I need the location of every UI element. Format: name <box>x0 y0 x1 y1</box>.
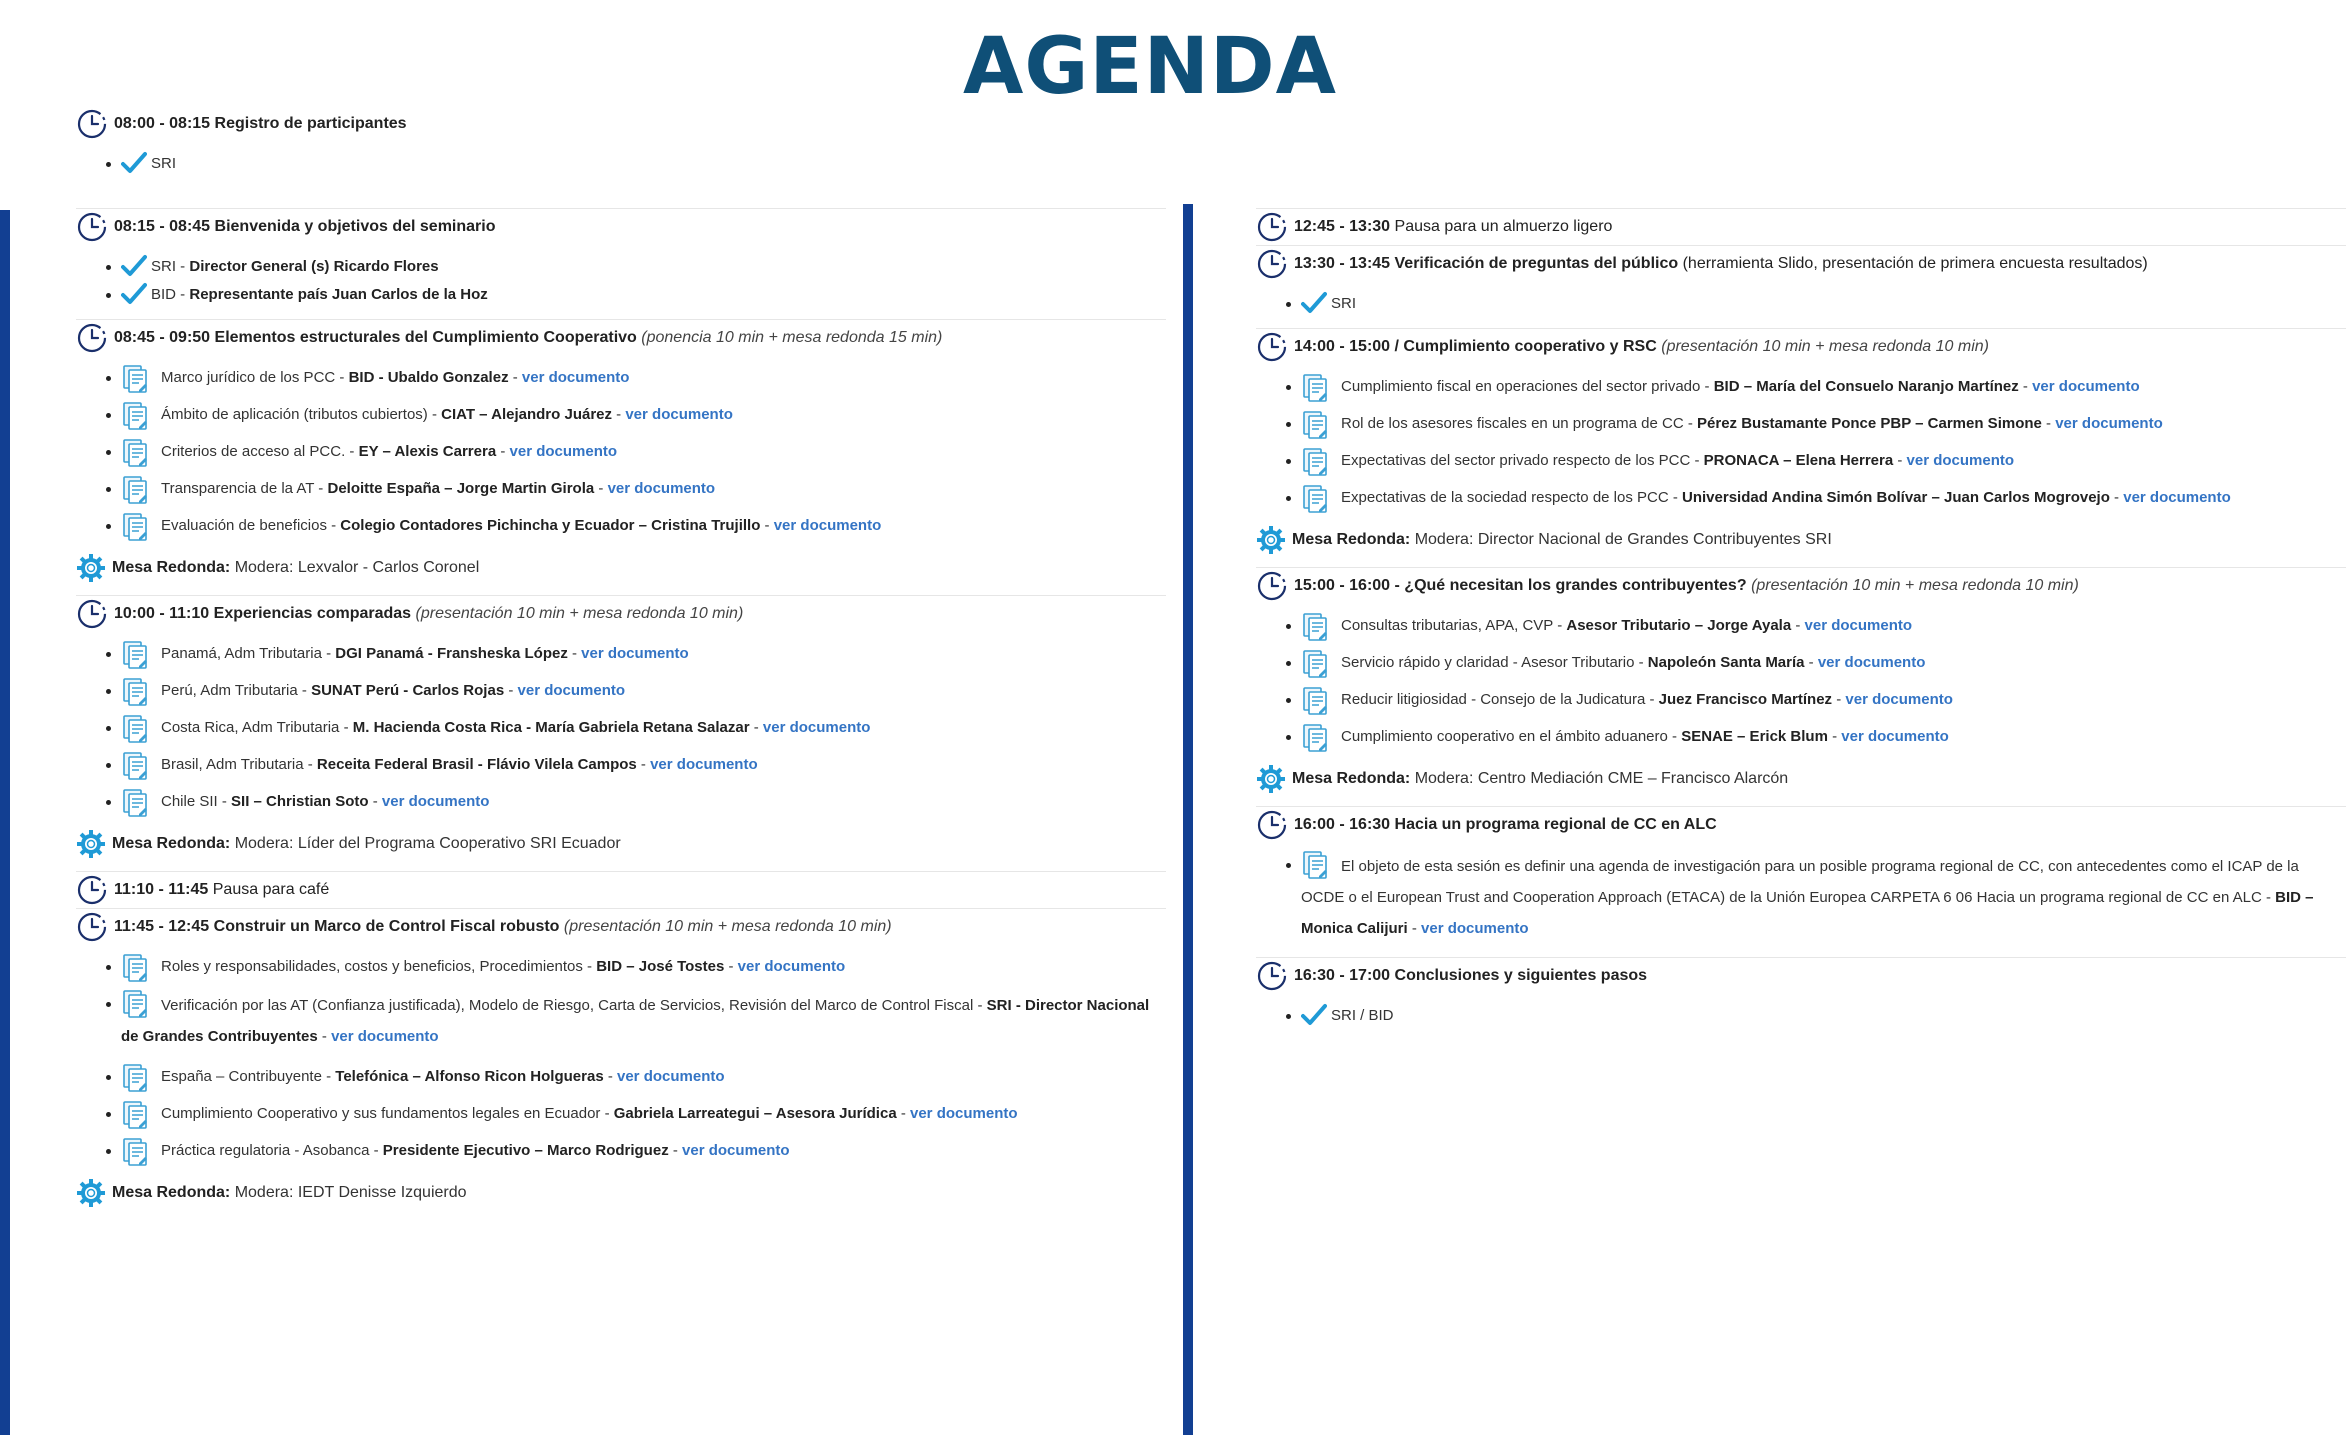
session-header <box>1256 807 2346 843</box>
list-item: España – Contribuyente - Telefónica – Alfonso Ricon Holgueras - ver documento <box>121 1065 1166 1089</box>
clock-icon <box>1256 960 1288 992</box>
presentation-topic: Costa Rica, Adm Tributaria - <box>161 719 353 736</box>
left-column <box>76 208 1166 1220</box>
session-title: Verificación de preguntas del público <box>1394 255 1679 272</box>
session-header <box>1256 958 2346 994</box>
list-item: Panamá, Adm Tributaria - DGI Panamá - Fransheska López - ver documento <box>121 642 1166 666</box>
presenter: DGI Panamá - Fransheska López <box>335 645 568 662</box>
presentation-topic: Transparencia de la AT - <box>161 480 328 497</box>
presenter: BID – Monica Calijuri <box>1301 889 2314 937</box>
presentation-topic: Verificación por las AT (Confianza justificada), Modelo de Riesgo, Carta de Servicios, Revisión del Marco de Control Fiscal - <box>161 997 987 1014</box>
presenter: Juez Francisco Martínez <box>1658 691 1833 708</box>
session-heading <box>1294 254 2148 274</box>
round-table-moderator: Modera: Líder del Programa Cooperativo SRI Ecuador <box>234 835 621 852</box>
presentation-topic: Expectativas del sector privado respecto de los PCC - <box>1341 452 1704 469</box>
document-icon <box>1301 484 1331 522</box>
session-note: (presentación 10 min + mesa redonda 10 min) <box>1661 338 1989 355</box>
session-time: 08:15 - 08:45 <box>114 218 211 235</box>
view-document-link[interactable]: ver documento <box>910 1105 1018 1122</box>
clock-icon <box>1256 211 1288 243</box>
session <box>76 208 1166 307</box>
check-icon <box>1301 1002 1327 1036</box>
session <box>1256 806 2346 944</box>
list-item: Ámbito de aplicación (tributos cubiertos) - CIAT – Alejandro Juárez - ver documento <box>121 403 1166 427</box>
session-heading <box>114 114 407 134</box>
view-document-link[interactable]: ver documento <box>682 1142 790 1159</box>
presentation-topic: Chile SII - <box>161 793 232 810</box>
presentation-topic: Cumplimiento fiscal en operaciones del sector privado - <box>1341 378 1714 395</box>
presentation-topic: Expectativas de la sociedad respecto de los PCC - <box>1341 489 1683 506</box>
list-item: Expectativas de la sociedad respecto de los PCC - Universidad Andina Simón Bolívar – Juan Carlos Mogrovejo - ver documento <box>1301 486 2346 510</box>
session-heading <box>1294 576 2079 596</box>
session-title: Experiencias comparadas <box>213 605 412 622</box>
session-time: 08:45 - 09:50 <box>114 329 211 346</box>
clock-icon <box>76 874 108 906</box>
presentation-topic: Rol de los asesores fiscales en un programa de CC - <box>1341 415 1698 432</box>
view-document-link[interactable]: ver documento <box>1906 452 2015 469</box>
presentation-topic: Ámbito de aplicación (tributos cubiertos) - <box>161 406 442 423</box>
session <box>1256 567 2346 796</box>
presentation-list <box>1256 614 2346 749</box>
gear-icon <box>76 1178 106 1208</box>
clock-icon <box>76 108 108 140</box>
session-header <box>76 320 1166 356</box>
session-time: 08:00 - 08:15 <box>114 115 211 132</box>
presenter: Asesor Tributario – Jorge Ayala <box>1566 617 1792 634</box>
session-time: 11:45 - 12:45 <box>114 918 210 935</box>
presenter: SUNAT Perú - Carlos Rojas <box>311 682 505 699</box>
round-table-label: Mesa Redonda: <box>112 835 231 852</box>
document-icon <box>1301 686 1331 724</box>
gear-icon <box>1256 525 1286 555</box>
presentation-topic: El objeto de esta sesión es definir una agenda de investigación para un posible programa regional de CC, con antecedentes como el ICAP de la OCDE o el European Trust and Cooperation Approach (ETACA) de la Unión Europea CARPETA 6 06 Hacia un programa regional de CC en ALC - <box>1301 858 2299 906</box>
gear-icon <box>76 829 106 859</box>
session-note: (ponencia 10 min + mesa redonda 15 min) <box>641 329 943 346</box>
round-table-text <box>112 835 621 853</box>
page-title: AGENDA <box>962 22 1338 112</box>
document-icon <box>1301 612 1331 650</box>
round-table-moderator: Modera: Director Nacional de Grandes Contribuyentes SRI <box>1414 531 1832 548</box>
session <box>76 908 1166 1210</box>
presentation-topic: Cumplimiento Cooperativo y sus fundamentos legales en Ecuador - <box>161 1105 614 1122</box>
session-time: 14:00 - 15:00 / <box>1294 338 1399 355</box>
list-item: Expectativas del sector privado respecto de los PCC - PRONACA – Elena Herrera - ver documento <box>1301 449 2346 473</box>
list-item: Chile SII - SII – Christian Soto - ver documento <box>121 790 1166 814</box>
participant-list <box>76 152 1166 176</box>
list-item: Verificación por las AT (Confianza justificada), Modelo de Riesgo, Carta de Servicios, Revisión del Marco de Control Fiscal - SRI - Director Nacional de Grandes Contribuyentes - ver documento <box>121 990 1166 1052</box>
round-table-text <box>1292 531 1832 549</box>
session-time: 13:30 - 13:45 <box>1294 255 1391 272</box>
clock-icon <box>1256 248 1288 280</box>
participant-list <box>1256 1004 2346 1028</box>
list-item: Brasil, Adm Tributaria - Receita Federal Brasil - Flávio Vilela Campos - ver documento <box>121 753 1166 777</box>
round-table-moderator: Modera: IEDT Denisse Izquierdo <box>234 1184 467 1201</box>
presentation-topic: España – Contribuyente - <box>161 1068 336 1085</box>
top-session <box>76 106 1166 188</box>
session-header <box>76 596 1166 632</box>
round-table-text <box>1292 770 1788 788</box>
session-heading <box>114 328 942 348</box>
session-note: (presentación 10 min + mesa redonda 10 min) <box>415 605 744 622</box>
presentation-topic: Evaluación de beneficios - <box>161 517 341 534</box>
session-time: 15:00 - 16:00 - <box>1294 577 1400 594</box>
document-icon <box>121 364 151 402</box>
presenter: Deloitte España – Jorge Martin Girola <box>327 480 595 497</box>
round-table-label: Mesa Redonda: <box>1292 770 1411 787</box>
round-table <box>1256 523 2346 557</box>
list-item: Roles y responsabilidades, costos y beneficios, Procedimientos - BID – José Tostes - ver documento <box>121 955 1166 979</box>
list-item: Cumplimiento cooperativo en el ámbito aduanero - SENAE – Erick Blum - ver documento <box>1301 725 2346 749</box>
view-document-link[interactable]: ver documento <box>1817 654 1926 671</box>
session <box>76 319 1166 585</box>
list-item: Práctica regulatoria - Asobanca - Presidente Ejecutivo – Marco Rodriguez - ver documento <box>121 1139 1166 1163</box>
presenter: BID – María del Consuelo Naranjo Martínez <box>1713 378 2019 395</box>
view-document-link[interactable]: ver documento <box>762 719 871 736</box>
presentation-topic: Cumplimiento cooperativo en el ámbito aduanero - <box>1341 728 1682 745</box>
round-table <box>76 551 1166 585</box>
session <box>76 595 1166 861</box>
session-title: Hacia un programa regional de CC en ALC <box>1394 816 1717 833</box>
document-icon <box>1301 850 1331 891</box>
presentation-topic: Panamá, Adm Tributaria - <box>161 645 336 662</box>
session <box>76 106 1166 176</box>
presentation-topic: Marco jurídico de los PCC - <box>161 369 349 386</box>
round-table-label: Mesa Redonda: <box>1292 531 1411 548</box>
session-title: Elementos estructurales del Cumplimiento Cooperativo <box>214 329 637 346</box>
document-icon <box>121 512 151 550</box>
document-icon <box>1301 373 1331 411</box>
document-icon <box>121 714 151 752</box>
presenter: PRONACA – Elena Herrera <box>1703 452 1894 469</box>
document-icon <box>121 788 151 826</box>
presentation-topic: Perú, Adm Tributaria - <box>161 682 312 699</box>
participant-role: Director General (s) Ricardo Flores <box>189 258 439 275</box>
list-item <box>1301 1004 2346 1028</box>
session-header <box>76 106 1166 142</box>
round-table <box>76 827 1166 861</box>
document-icon <box>1301 723 1331 761</box>
view-document-link[interactable]: ver documento <box>509 443 618 460</box>
document-icon <box>121 751 151 789</box>
session-note: (herramienta Slido, presentación de primera encuesta resultados) <box>1682 255 2148 272</box>
clock-icon <box>76 211 108 243</box>
right-column-bar <box>1183 204 1193 1435</box>
view-document-link[interactable]: ver documento <box>2123 489 2231 506</box>
session-header <box>76 209 1166 245</box>
clock-icon <box>76 911 108 943</box>
session-time: 10:00 - 11:10 <box>114 605 210 622</box>
presenter: SRI - Director Nacional de Grandes Contribuyentes <box>121 997 1150 1045</box>
list-item: Reducir litigiosidad - Consejo de la Judicatura - Juez Francisco Martínez - ver documento <box>1301 688 2346 712</box>
presenter: BID – José Tostes <box>596 958 725 975</box>
participant-role: Representante país Juan Carlos de la Hoz <box>189 286 488 303</box>
clock-icon <box>1256 809 1288 841</box>
presenter: Gabriela Larreategui – Asesora Jurídica <box>613 1105 897 1122</box>
participant-org: SRI <box>151 258 177 275</box>
session-header <box>1256 329 2346 365</box>
document-icon <box>121 640 151 678</box>
session-header <box>76 909 1166 945</box>
presentation-topic: Reducir litigiosidad - Consejo de la Judicatura - <box>1341 691 1659 708</box>
round-table-text <box>112 1184 467 1202</box>
view-document-link[interactable]: ver documento <box>607 480 716 497</box>
document-icon <box>121 989 151 1030</box>
session-header <box>76 872 1166 908</box>
list-item: Cumplimiento fiscal en operaciones del sector privado - BID – María del Consuelo Naranjo Martínez - ver documento <box>1301 375 2346 399</box>
view-document-link[interactable]: ver documento <box>331 1028 439 1045</box>
presentation-topic: Consultas tributarias, APA, CVP - <box>1341 617 1567 634</box>
presenter: Napoleón Santa María <box>1647 654 1805 671</box>
view-document-link[interactable]: ver documento <box>2055 415 2163 432</box>
view-document-link[interactable]: ver documento <box>2032 378 2140 395</box>
view-document-link[interactable]: ver documento <box>1421 920 1529 937</box>
view-document-link[interactable]: ver documento <box>581 645 689 662</box>
session-title: Pausa para un almuerzo ligero <box>1394 218 1613 235</box>
presenter: M. Hacienda Costa Rica - María Gabriela Retana Salazar <box>352 719 750 736</box>
presenter: Receita Federal Brasil - Flávio Vilela Campos <box>316 756 637 773</box>
document-icon <box>1301 410 1331 448</box>
view-document-link[interactable]: ver documento <box>381 793 490 810</box>
view-document-link[interactable]: ver documento <box>1804 617 1913 634</box>
presenter: Pérez Bustamante Ponce PBP – Carmen Simone <box>1697 415 2042 432</box>
presenter: Telefónica – Alfonso Ricon Holgueras <box>335 1068 604 1085</box>
session-title: Cumplimiento cooperativo y RSC <box>1403 338 1657 355</box>
right-column <box>1256 208 2346 1040</box>
list-item: Costa Rica, Adm Tributaria - M. Hacienda Costa Rica - María Gabriela Retana Salazar - ver documento <box>121 716 1166 740</box>
presenter: Presidente Ejecutivo – Marco Rodriguez <box>382 1142 669 1159</box>
list-item: SRI - Director General (s) Ricardo Flores <box>121 255 1166 279</box>
left-column-bar <box>0 210 10 1435</box>
session <box>76 871 1166 908</box>
participant-org: BID <box>151 286 177 303</box>
view-document-link[interactable]: ver documento <box>625 406 733 423</box>
round-table-label: Mesa Redonda: <box>112 559 231 576</box>
session-title: ¿Qué necesitan los grandes contribuyentes? <box>1404 577 1747 594</box>
check-icon <box>1301 290 1327 324</box>
presenter: SII – Christian Soto <box>231 793 369 810</box>
session <box>1256 328 2346 557</box>
session-title: Construir un Marco de Control Fiscal robusto <box>213 918 560 935</box>
list-item: Perú, Adm Tributaria - SUNAT Perú - Carlos Rojas - ver documento <box>121 679 1166 703</box>
presentation-topic: Roles y responsabilidades, costos y beneficios, Procedimientos - <box>161 958 597 975</box>
view-document-link[interactable]: ver documento <box>617 1068 725 1085</box>
view-document-link[interactable]: ver documento <box>517 682 626 699</box>
document-icon <box>121 401 151 439</box>
session <box>1256 208 2346 245</box>
participant-org: SRI <box>151 155 177 172</box>
session-title: Conclusiones y siguientes pasos <box>1394 967 1648 984</box>
list-item: Rol de los asesores fiscales en un programa de CC - Pérez Bustamante Ponce PBP – Carmen Simone - ver documento <box>1301 412 2346 436</box>
check-icon <box>121 150 147 184</box>
session-title: Registro de participantes <box>214 115 407 132</box>
presenter: EY – Alexis Carrera <box>358 443 497 460</box>
gear-icon <box>76 553 106 583</box>
document-icon <box>1301 649 1331 687</box>
document-icon <box>121 953 151 991</box>
document-icon <box>121 1100 151 1138</box>
presentation-list <box>1256 851 2346 944</box>
list-item <box>121 152 1166 176</box>
participant-list <box>76 255 1166 307</box>
presentation-topic: Brasil, Adm Tributaria - <box>161 756 317 773</box>
view-document-link[interactable]: ver documento <box>521 369 630 386</box>
view-document-link[interactable]: ver documento <box>650 756 758 773</box>
session-heading <box>1294 815 1717 835</box>
view-document-link[interactable]: ver documento <box>1845 691 1953 708</box>
presentation-list <box>1256 375 2346 510</box>
presentation-topic: Práctica regulatoria - Asobanca - <box>161 1142 383 1159</box>
session-header <box>1256 209 2346 245</box>
document-icon <box>121 1137 151 1175</box>
clock-icon <box>76 322 108 354</box>
list-item <box>1301 292 2346 316</box>
presenter: Colegio Contadores Pichincha y Ecuador – Cristina Trujillo <box>340 517 761 534</box>
presenter: SENAE – Erick Blum <box>1681 728 1828 745</box>
session-heading <box>114 604 743 624</box>
session-header <box>1256 246 2346 282</box>
gear-icon <box>1256 764 1286 794</box>
view-document-link[interactable]: ver documento <box>773 517 882 534</box>
list-item: El objeto de esta sesión es definir una agenda de investigación para un posible programa regional de CC, con antecedentes como el ICAP de la OCDE o el European Trust and Cooperation Approach (ETACA) de la Unión Europea CARPETA 6 06 Hacia un programa regional de CC en ALC - BID – Monica Calijuri - ver documento <box>1301 851 2346 944</box>
round-table <box>1256 762 2346 796</box>
session-heading <box>1294 966 1647 986</box>
session-time: 12:45 - 13:30 <box>1294 218 1391 235</box>
presentation-topic: Servicio rápido y claridad - Asesor Tributario - <box>1341 654 1648 671</box>
list-item: Cumplimiento Cooperativo y sus fundamentos legales en Ecuador - Gabriela Larreategui – Asesora Jurídica - ver documento <box>121 1102 1166 1126</box>
list-item: Servicio rápido y claridad - Asesor Tributario - Napoleón Santa María - ver documento <box>1301 651 2346 675</box>
clock-icon <box>1256 570 1288 602</box>
session-time: 16:00 - 16:30 <box>1294 816 1391 833</box>
list-item: Evaluación de beneficios - Colegio Contadores Pichincha y Ecuador – Cristina Trujillo - ver documento <box>121 514 1166 538</box>
session-note: (presentación 10 min + mesa redonda 10 min) <box>563 918 892 935</box>
document-icon <box>121 438 151 476</box>
clock-icon <box>1256 331 1288 363</box>
session-title: Pausa para café <box>212 881 330 898</box>
view-document-link[interactable]: ver documento <box>737 958 846 975</box>
round-table-text <box>112 559 479 577</box>
document-icon <box>121 475 151 513</box>
presentation-list <box>76 642 1166 814</box>
presentation-topic: Criterios de acceso al PCC. - <box>161 443 359 460</box>
document-icon <box>1301 447 1331 485</box>
session-time: 11:10 - 11:45 <box>114 881 209 898</box>
view-document-link[interactable]: ver documento <box>1841 728 1949 745</box>
participant-org: SRI <box>1331 295 1357 312</box>
check-icon <box>121 281 147 315</box>
presentation-list <box>76 955 1166 1163</box>
session-time: 16:30 - 17:00 <box>1294 967 1391 984</box>
session-heading <box>1294 217 1612 237</box>
session-heading <box>114 917 892 937</box>
session-header <box>1256 568 2346 604</box>
session-heading <box>114 217 496 237</box>
session <box>1256 245 2346 316</box>
presentation-list <box>76 366 1166 538</box>
list-item: Criterios de acceso al PCC. - EY – Alexis Carrera - ver documento <box>121 440 1166 464</box>
session-title: Bienvenida y objetivos del seminario <box>214 218 496 235</box>
session-heading <box>1294 337 1989 357</box>
list-item: Marco jurídico de los PCC - BID - Ubaldo Gonzalez - ver documento <box>121 366 1166 390</box>
presenter: Universidad Andina Simón Bolívar – Juan Carlos Mogrovejo <box>1682 489 2110 506</box>
session <box>1256 957 2346 1028</box>
presenter: CIAT – Alejandro Juárez <box>441 406 612 423</box>
list-item: Transparencia de la AT - Deloitte España – Jorge Martin Girola - ver documento <box>121 477 1166 501</box>
round-table-moderator: Modera: Lexvalor - Carlos Coronel <box>234 559 480 576</box>
document-icon <box>121 1063 151 1101</box>
round-table <box>76 1176 1166 1210</box>
clock-icon <box>76 598 108 630</box>
list-item: Consultas tributarias, APA, CVP - Asesor Tributario – Jorge Ayala - ver documento <box>1301 614 2346 638</box>
participant-org: SRI / BID <box>1331 1007 1394 1024</box>
round-table-label: Mesa Redonda: <box>112 1184 231 1201</box>
list-item: BID - Representante país Juan Carlos de la Hoz <box>121 283 1166 307</box>
participant-list <box>1256 292 2346 316</box>
document-icon <box>121 677 151 715</box>
session-heading <box>114 880 329 900</box>
presenter: BID - Ubaldo Gonzalez <box>348 369 509 386</box>
round-table-moderator: Modera: Centro Mediación CME – Francisco Alarcón <box>1414 770 1789 787</box>
session-note: (presentación 10 min + mesa redonda 10 min) <box>1751 577 2079 594</box>
